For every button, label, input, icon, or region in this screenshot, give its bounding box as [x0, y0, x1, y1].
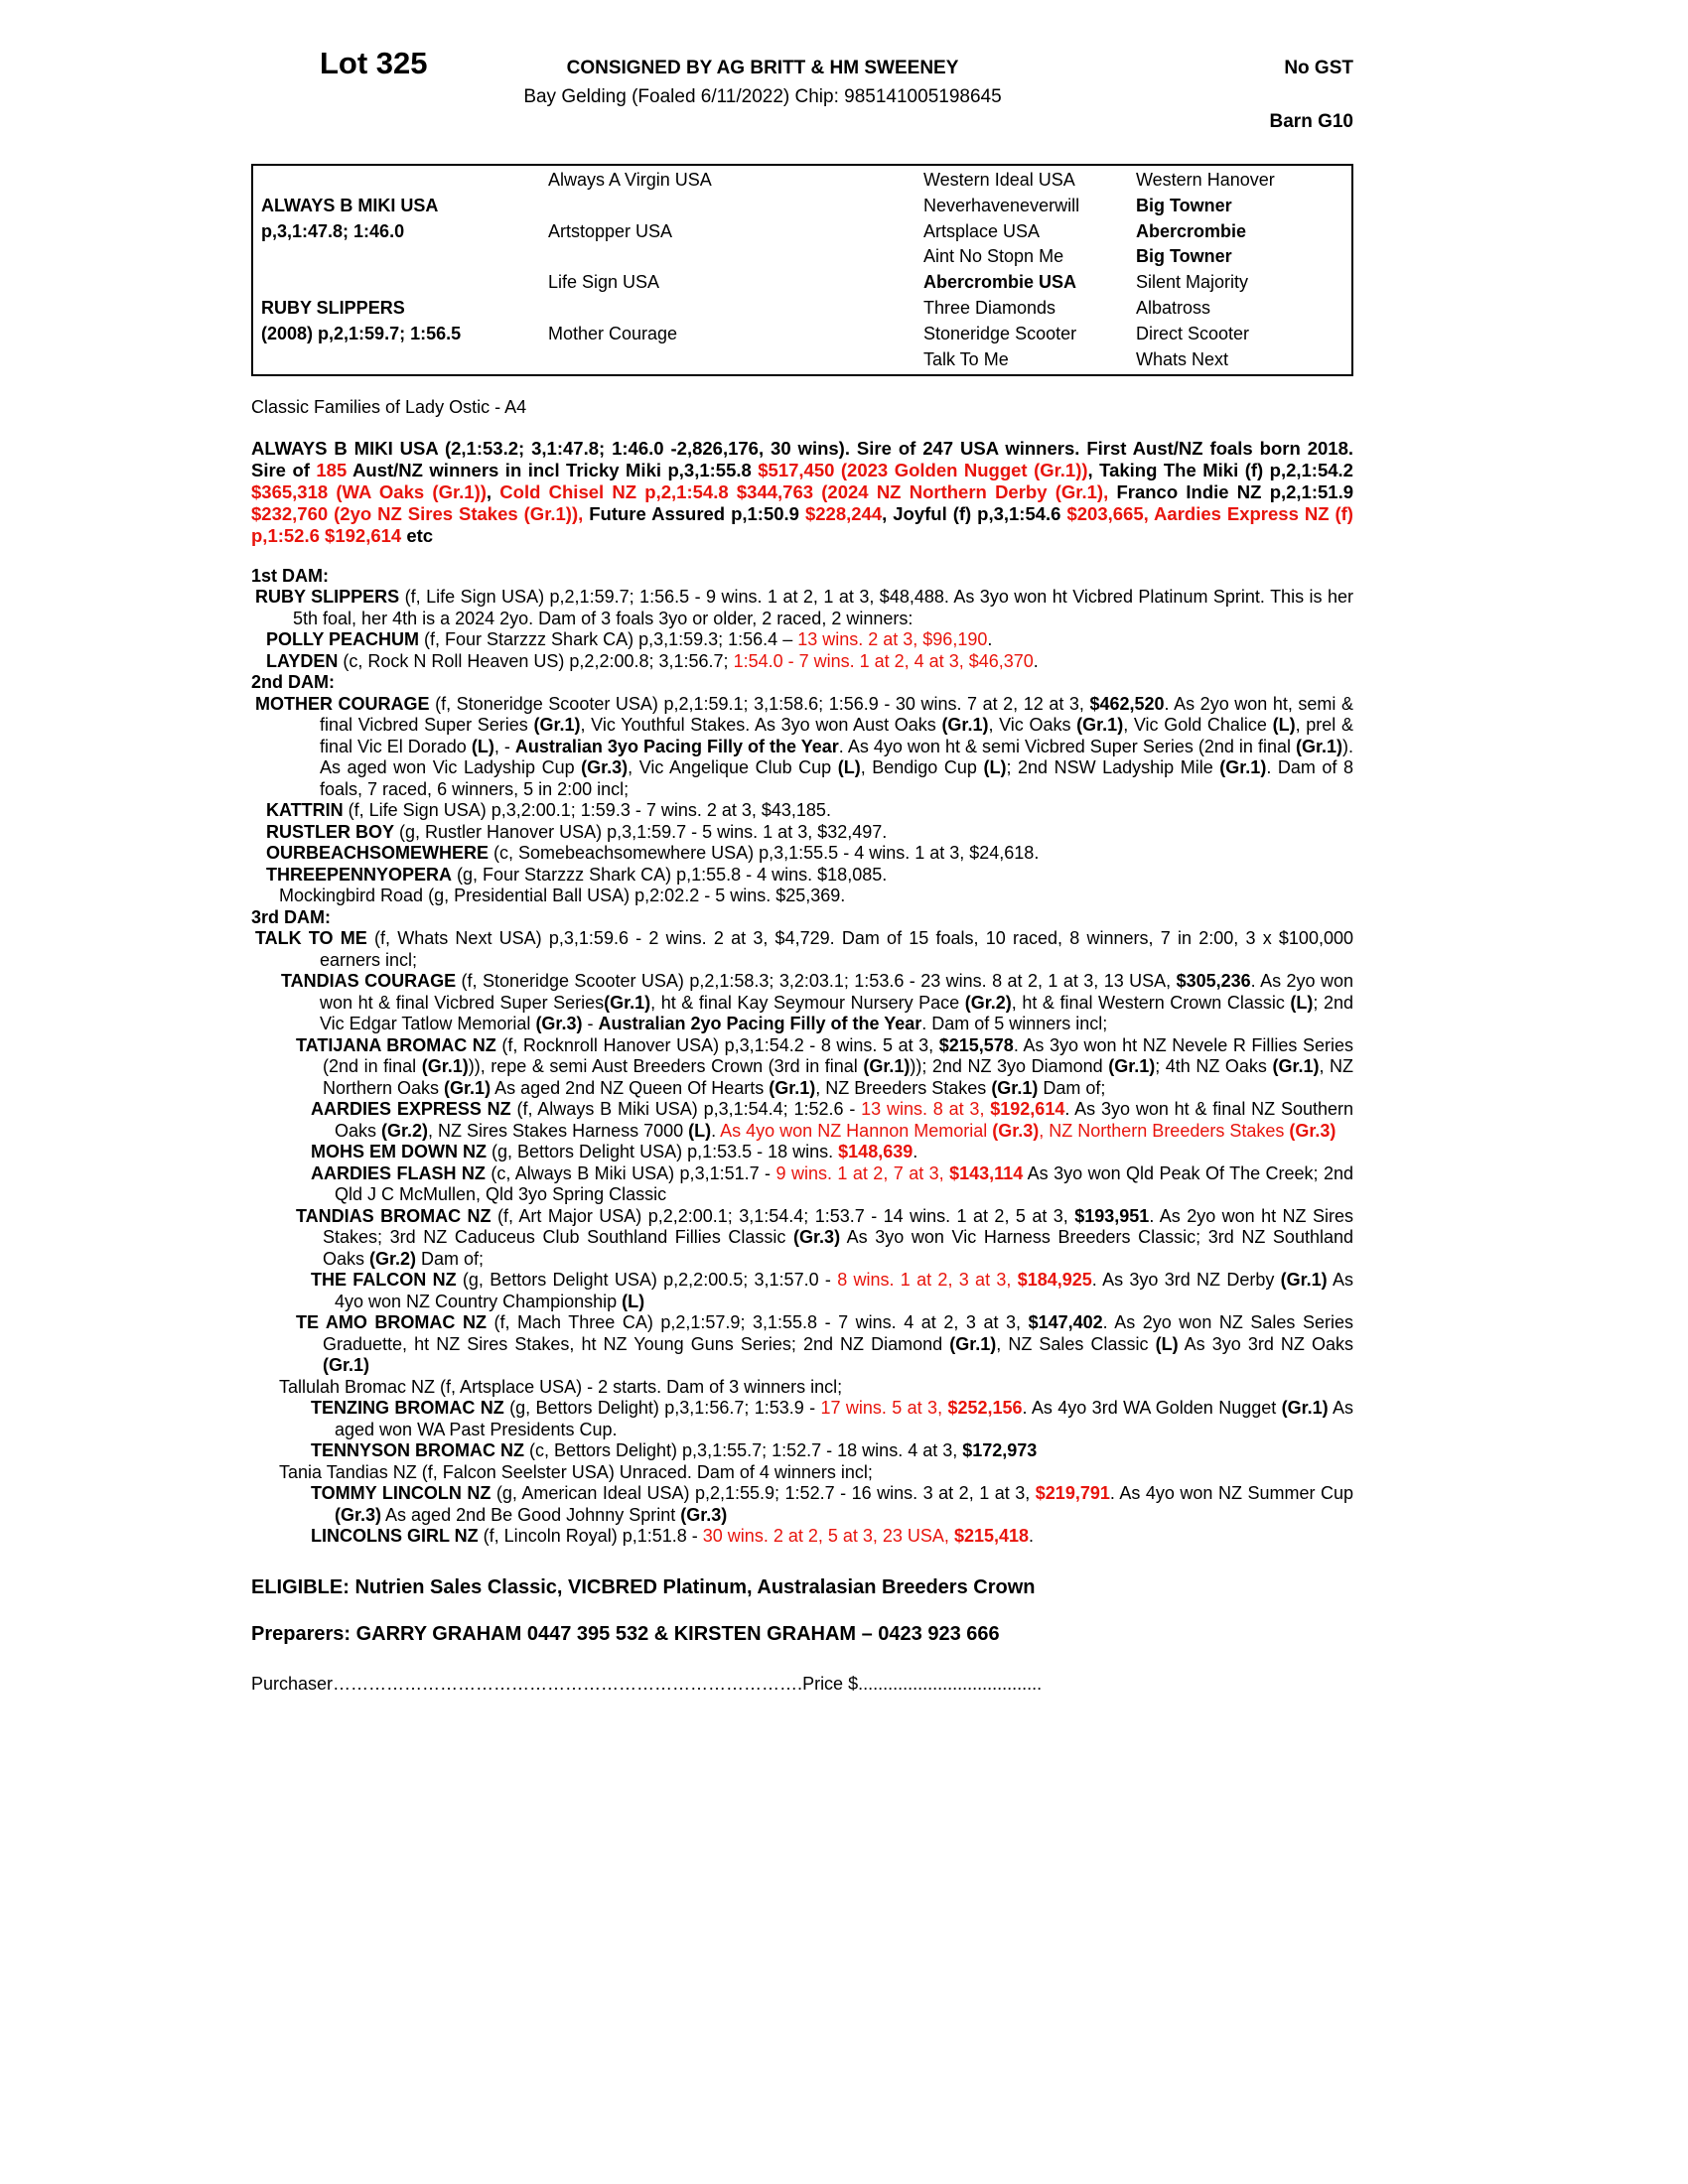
text-segment: (c, Somebeachsomewhere USA) p,3,1:55.5 - 4 wins. 1 at 3, $24,618.: [489, 843, 1040, 863]
pedigree-cell: (2008) p,2,1:59.7; 1:56.5: [261, 323, 462, 343]
pedigree-cell: ALWAYS B MIKI USA: [261, 195, 439, 215]
text-segment: (Gr.1): [769, 1077, 816, 1098]
text-segment: (Gr.1): [1076, 715, 1124, 735]
pedigree-cell: Abercrombie: [1136, 220, 1247, 241]
text-segment: . As 4yo 3rd WA Golden Nugget: [1022, 1398, 1282, 1418]
text-segment: (Gr.2): [369, 1248, 417, 1269]
text-segment: ; 2nd Vic Edgar Tatlow Memorial: [320, 992, 1353, 1033]
text-segment: POLLY PEACHUM: [266, 629, 420, 649]
text-segment: TOMMY LINCOLN NZ: [311, 1483, 492, 1503]
text-segment: (Gr.2): [964, 992, 1012, 1013]
pedigree-paragraph: [251, 971, 1353, 1035]
text-segment: (f, Art Major USA) p,2,2:00.1; 3,1:54.4; 1:53.7 - 14 wins. 1 at 2, 5 at 3,: [491, 1205, 1075, 1226]
pedigree-paragraph: [251, 1142, 1353, 1163]
pedigree-paragraph: [251, 694, 1353, 801]
text-segment: LAYDEN: [266, 650, 339, 671]
text-segment: ALWAYS B MIKI USA (2,1:53.2; 3,1:47.8; 1:46.0 -2,826,176, 30 wins). Sire of 247 USA winners. First Aust/NZ foals born 2018. Sire of: [251, 437, 1353, 480]
pedigree-cell: Mother Courage: [548, 323, 678, 343]
text-segment: $203,665, Aardies Express NZ (f) p,1:52.6 $192,614: [251, 502, 1353, 546]
text-segment: RUBY SLIPPERS: [255, 587, 400, 607]
text-segment: (Gr.1): [1219, 757, 1267, 777]
text-segment: , NZ Northern Breeders Stakes: [1039, 1120, 1290, 1141]
text-segment: $172,973: [962, 1440, 1038, 1460]
pedigree-cell: Always A Virgin USA: [548, 170, 712, 190]
text-segment: THREEPENNYOPERA: [266, 864, 453, 885]
text-segment: $215,578: [938, 1034, 1014, 1055]
barn-number: Barn G10: [1269, 111, 1353, 132]
text-segment: . Dam of 5 winners incl;: [921, 1014, 1108, 1033]
purchaser-blank: …………………………………………………………………….: [333, 1673, 803, 1694]
pedigree-cell: [261, 347, 461, 373]
horse-description: Bay Gelding (Foaled 6/11/2022) Chip: 985141005198645: [523, 86, 1002, 107]
purchaser-label: Purchaser: [251, 1673, 334, 1694]
text-segment: Tania Tandias NZ (f, Falcon Seelster USA) Unraced. Dam of 4 winners incl;: [279, 1461, 873, 1482]
page-content: [251, 164, 1353, 1695]
pedigree-cell: [261, 244, 461, 270]
pedigree-table-col-greatgreatgrandparents: [1136, 168, 1275, 372]
text-segment: , Vic Youthful Stakes. As 3yo won Aust Oaks: [580, 715, 942, 735]
text-segment: TANDIAS BROMAC NZ: [296, 1205, 492, 1226]
text-segment: , ht & final Kay Seymour Nursery Pace: [650, 992, 965, 1013]
text-segment: , NZ Breeders Stakes: [815, 1077, 992, 1098]
text-segment: , NZ Northern Oaks: [323, 1056, 1354, 1098]
text-segment: (g, American Ideal USA) p,2,1:55.9; 1:52.7 - 16 wins. 3 at 2, 1 at 3,: [491, 1483, 1036, 1503]
text-segment: Australian 3yo Pacing Filly of the Year: [514, 736, 839, 756]
text-segment: As aged won WA Past Presidents Cup.: [335, 1398, 1354, 1439]
text-segment: As 3yo won Vic Harness Breeders Classic; 3rd NZ Southland Oaks: [323, 1227, 1353, 1269]
text-segment: 13 wins. 2 at 3, $96,190: [797, 629, 988, 649]
pedigree-paragraph: [251, 629, 1353, 651]
text-segment: (Gr.3): [680, 1504, 728, 1525]
text-segment: (c, Bettors Delight) p,3,1:55.7; 1:52.7 - 18 wins. 4 at 3,: [524, 1440, 963, 1460]
text-segment: )); 2nd NZ 3yo Diamond: [910, 1056, 1109, 1076]
text-segment: (Gr.1): [444, 1077, 492, 1098]
text-segment: (g, Rustler Hanover USA) p,3,1:59.7 - 5 wins. 1 at 3, $32,497.: [394, 821, 888, 842]
text-segment: $193,951: [1074, 1205, 1150, 1226]
text-segment: , -: [493, 736, 515, 756]
pedigree-paragraph: [251, 566, 1353, 588]
pedigree-paragraph: [251, 907, 1353, 929]
pedigree-cell: Neverhaveneverwill: [923, 195, 1080, 215]
text-segment: (Gr.1): [941, 715, 989, 735]
text-segment: , Joyful (f) p,3,1:54.6: [882, 502, 1067, 524]
text-segment: 3rd DAM:: [251, 906, 331, 927]
text-segment: (Gr.1): [1296, 736, 1343, 756]
text-segment: (f, Life Sign USA) p,2,1:59.7; 1:56.5 - 9 wins. 1 at 2, 1 at 3, $48,488. As 3yo won ht Vicbred Platinum Sprint. This is her 5th foal, her 4th is a 2024 2yo. Dam of 3 foals 3yo or older, 2 raced, 2 winners:: [293, 587, 1354, 628]
pedigree-cell: Aint No Stopn Me: [923, 246, 1064, 267]
text-segment: (Gr.2): [381, 1120, 429, 1141]
pedigree-cell: Direct Scooter: [1136, 323, 1250, 343]
pedigree-cell: Big Towner: [1136, 195, 1232, 215]
text-segment: RUSTLER BOY: [266, 821, 395, 842]
pedigree-cell: RUBY SLIPPERS: [261, 297, 405, 318]
text-segment: Tallulah Bromac NZ (f, Artsplace USA) - 2 starts. Dam of 3 winners incl;: [279, 1376, 843, 1397]
pedigree-paragraph: [251, 843, 1353, 865]
pedigree-cell: [548, 296, 712, 322]
text-segment: (c, Always B Miki USA) p,3,1:51.7 -: [485, 1162, 776, 1183]
text-segment: , Taking The Miki (f) p,2,1:54.2: [1087, 459, 1353, 480]
text-segment: (f, Lincoln Royal) p,1:51.8 -: [478, 1526, 703, 1546]
text-segment: . As 2yo won won ht & final Vicbred Super Series: [320, 971, 1353, 1013]
pedigree-paragraph: [251, 1206, 1353, 1271]
text-segment: (Gr.1): [323, 1355, 370, 1375]
text-segment: 17 wins. 5 at 3,: [820, 1398, 948, 1418]
text-segment: LINCOLNS GIRL NZ: [311, 1526, 479, 1546]
pedigree-table-col-grandparents: [548, 168, 712, 372]
text-segment: $215,418: [953, 1526, 1030, 1546]
text-segment: $232,760 (2yo NZ Sires Stakes (Gr.1)),: [251, 502, 584, 524]
text-segment: (Gr.3): [793, 1227, 841, 1247]
eligibility-line: ELIGIBLE: Nutrien Sales Classic, VICBRED Platinum, Australasian Breeders Crown: [251, 1575, 1036, 1598]
family-note: Classic Families of Lady Ostic - A4: [251, 397, 527, 417]
text-segment: .: [711, 1120, 721, 1141]
pedigree-paragraph: [251, 1526, 1353, 1548]
text-segment: AARDIES EXPRESS NZ: [311, 1099, 511, 1119]
pedigree-cell: [548, 194, 712, 219]
text-segment: As aged 2nd NZ Queen Of Hearts: [491, 1077, 770, 1098]
pedigree-cell: Stoneridge Scooter: [923, 323, 1077, 343]
text-segment: 13 wins. 8 at 3,: [861, 1099, 991, 1119]
price-blank: .....................................: [858, 1673, 1043, 1694]
pedigree-paragraph: [251, 651, 1353, 673]
pedigree-paragraph: [251, 1270, 1353, 1312]
pedigree-cell: [261, 168, 461, 194]
text-segment: (L): [471, 736, 494, 756]
text-segment: . As 2yo won NZ Sales Series Graduette, ht NZ Sires Stakes, ht NZ Young Guns Series; 2nd NZ Diamond: [323, 1312, 1353, 1354]
text-segment: AARDIES FLASH NZ: [311, 1162, 486, 1183]
text-segment: (Gr.1): [949, 1333, 997, 1354]
text-segment: . As 4yo won NZ Summer Cup: [1109, 1483, 1353, 1503]
text-segment: , ht & final Western Crown Classic: [1011, 992, 1291, 1013]
text-segment: . As 4yo won ht & semi Vicbred Super Series (2nd in final: [838, 736, 1296, 756]
pedigree-paragraph: [251, 886, 1353, 907]
pedigree-cell: Abercrombie USA: [923, 272, 1077, 293]
text-segment: , Bendigo Cup: [860, 757, 984, 777]
text-segment: . Dam of 8 foals, 7 raced, 6 winners, 5 in 2:00 incl;: [320, 757, 1353, 799]
text-segment: , Vic Angelique Club Cup: [628, 757, 838, 777]
text-segment: TATIJANA BROMAC NZ: [296, 1034, 496, 1055]
pedigree-body: [251, 566, 1353, 1548]
text-segment: MOHS EM DOWN NZ: [311, 1142, 487, 1161]
text-segment: $517,450 (2023 Golden Nugget (Gr.1)): [758, 459, 1088, 480]
pedigree-cell: [261, 270, 461, 296]
text-segment: (Gr.3): [535, 1014, 583, 1033]
text-segment: TENZING BROMAC NZ: [311, 1398, 504, 1418]
text-segment: (f, Always B Miki USA) p,3,1:54.4; 1:52.6 -: [510, 1099, 862, 1119]
text-segment: Aust/NZ winners in incl Tricky Miki p,3,1:55.8: [347, 459, 759, 480]
pedigree-paragraph: [251, 928, 1353, 971]
text-segment: ; 4th NZ Oaks: [1155, 1056, 1273, 1076]
pedigree-cell: [548, 347, 712, 373]
text-segment: THE FALCON NZ: [311, 1270, 457, 1290]
preparers-line: Preparers: GARRY GRAHAM 0447 395 532 & KIRSTEN GRAHAM – 0423 923 666: [251, 1622, 1000, 1645]
text-segment: , NZ Sales Classic: [996, 1333, 1156, 1354]
text-segment: (L): [1290, 992, 1314, 1013]
pedigree-paragraph: [251, 672, 1353, 694]
text-segment: (Gr.1): [533, 715, 581, 735]
text-segment: $184,925: [1017, 1270, 1092, 1290]
text-segment: (g, Bettors Delight) p,3,1:56.7; 1:53.9 -: [503, 1398, 821, 1418]
text-segment: ; 2nd NSW Ladyship Mile: [1006, 757, 1220, 777]
text-segment: , NZ Sires Stakes Harness 7000: [428, 1120, 689, 1141]
text-segment: 1:54.0 - 7 wins. 1 at 2, 4 at 3, $46,370: [733, 650, 1034, 671]
text-segment: (Gr.1): [421, 1056, 469, 1076]
gst-status: No GST: [1284, 58, 1353, 78]
sire-summary-paragraph: [251, 438, 1353, 547]
price-label: Price $: [802, 1673, 859, 1694]
text-segment: OURBEACHSOMEWHERE: [266, 843, 490, 863]
pedigree-paragraph: [251, 1440, 1353, 1462]
text-segment: )), repe & semi Aust Breeders Crown (3rd in final: [468, 1056, 864, 1076]
text-segment: (f, Stoneridge Scooter USA) p,2,1:59.1; 3,1:58.6; 1:56.9 - 30 wins. 7 at 2, 12 at 3,: [429, 693, 1090, 714]
text-segment: (c, Rock N Roll Heaven US) p,2,2:00.8; 3,1:56.7;: [338, 650, 734, 671]
pedigree-cell: Life Sign USA: [548, 272, 660, 293]
text-segment: $192,614: [990, 1099, 1065, 1119]
text-segment: 30 wins. 2 at 2, 5 at 3, 23 USA,: [702, 1526, 954, 1546]
text-segment: Franco Indie NZ p,2,1:51.9: [1108, 480, 1354, 502]
text-segment: (L): [837, 757, 861, 777]
pedigree-table-col-greatgrandparents: [923, 168, 1079, 372]
text-segment: Dam of;: [1038, 1077, 1106, 1098]
text-segment: (Gr.1): [863, 1056, 911, 1076]
text-segment: .: [1033, 650, 1039, 671]
pedigree-cell: Western Ideal USA: [923, 170, 1075, 190]
text-segment: (f, Stoneridge Scooter USA) p,2,1:58.3; 3,2:03.1; 1:53.6 - 23 wins. 8 at 2, 1 at 3, 13 USA,: [456, 971, 1177, 991]
text-segment: 185: [316, 459, 348, 480]
text-segment: TENNYSON BROMAC NZ: [311, 1440, 524, 1460]
pedigree-paragraph: [251, 587, 1353, 629]
lot-number: Lot 325: [320, 46, 428, 80]
pedigree-paragraph: [251, 1483, 1353, 1526]
pedigree-cell: p,3,1:47.8; 1:46.0: [261, 220, 405, 241]
pedigree-table-col-parents: [261, 168, 461, 372]
text-segment: (L): [983, 757, 1007, 777]
text-segment: As 3yo won Qld Peak Of The Creek; 2nd Qld J C McMullen, Qld 3yo Spring Classic: [335, 1162, 1354, 1204]
text-segment: (L): [622, 1291, 645, 1311]
text-segment: -: [582, 1014, 599, 1033]
text-segment: As 3yo 3rd NZ Oaks: [1178, 1333, 1353, 1354]
pedigree-cell: Big Towner: [1136, 246, 1232, 267]
text-segment: MOTHER COURAGE: [255, 693, 430, 714]
text-segment: , Vic Gold Chalice: [1123, 715, 1273, 735]
text-segment: $365,318 (WA Oaks (Gr.1)): [251, 480, 487, 502]
text-segment: Dam of;: [416, 1248, 485, 1269]
pedigree-cell: Albatross: [1136, 297, 1211, 318]
text-segment: (Gr.1): [991, 1077, 1039, 1098]
pedigree-cell: Silent Majority: [1136, 272, 1249, 293]
text-segment: As 4yo won NZ Hannon Memorial: [720, 1120, 993, 1141]
pedigree-paragraph: [251, 1377, 1353, 1399]
text-segment: (f, Rocknroll Hanover USA) p,3,1:54.2 - 8 wins. 5 at 3,: [495, 1034, 939, 1055]
pedigree-cell: Whats Next: [1136, 348, 1229, 369]
text-segment: (Gr.1): [1108, 1056, 1156, 1076]
text-segment: . As 2yo won ht, semi & final Vicbred Super Series: [320, 693, 1353, 735]
text-segment: 1st DAM:: [251, 565, 330, 586]
text-segment: (g, Bettors Delight USA) p,2,2:00.5; 3,1:57.0 -: [456, 1270, 838, 1290]
text-segment: (g, Bettors Delight USA) p,1:53.5 - 18 wins.: [487, 1142, 839, 1161]
text-segment: . As 2yo won ht NZ Sires Stakes; 3rd NZ Caduceus Club Southland Fillies Classic: [323, 1205, 1353, 1247]
text-segment: (f, Mach Three CA) p,2,1:57.9; 3,1:55.8 - 7 wins. 4 at 2, 3 at 3,: [486, 1312, 1029, 1332]
pedigree-cell: Western Hanover: [1136, 170, 1275, 190]
text-segment: ,: [486, 480, 500, 502]
text-segment: (Gr.3): [335, 1504, 382, 1525]
pedigree-cell: [548, 244, 712, 270]
text-segment: Cold Chisel NZ p,2,1:54.8 $344,763 (2024 NZ Northern Derby (Gr.1),: [499, 480, 1109, 502]
text-segment: $228,244: [804, 502, 883, 524]
text-segment: (Gr.3): [581, 757, 629, 777]
pedigree-paragraph: [251, 1312, 1353, 1377]
text-segment: . As 3yo won ht & final NZ Southern Oaks: [335, 1099, 1353, 1141]
text-segment: 8 wins. 1 at 2, 3 at 3,: [837, 1270, 1018, 1290]
text-segment: TALK TO ME: [255, 928, 367, 948]
text-segment: $147,402: [1028, 1312, 1103, 1332]
pedigree-paragraph: [251, 1462, 1353, 1484]
text-segment: (Gr.3): [1289, 1120, 1336, 1141]
text-segment: $148,639: [838, 1142, 914, 1161]
text-segment: $462,520: [1089, 693, 1165, 714]
text-segment: $252,156: [947, 1398, 1023, 1418]
text-segment: $143,114: [949, 1162, 1024, 1183]
text-segment: , prel & final Vic El Dorado: [320, 715, 1353, 756]
text-segment: (Gr.1): [604, 992, 651, 1013]
text-segment: (Gr.1): [1281, 1398, 1329, 1418]
text-segment: (f, Life Sign USA) p,3,2:00.1; 1:59.3 - 7 wins. 2 at 3, $43,185.: [343, 800, 831, 820]
consignor-line: CONSIGNED BY AG BRITT & HM SWEENEY: [566, 58, 959, 78]
text-segment: . As 3yo won ht NZ Nevele R Fillies Series (2nd in final: [323, 1034, 1353, 1076]
text-segment: As aged 2nd Be Good Johnny Sprint: [381, 1504, 681, 1525]
text-segment: etc: [401, 524, 434, 546]
text-segment: As 4yo won NZ Country Championship: [335, 1270, 1353, 1311]
pedigree-paragraph: [251, 1163, 1353, 1206]
text-segment: TANDIAS COURAGE: [281, 971, 457, 991]
text-segment: Future Assured p,1:50.9: [583, 502, 805, 524]
text-segment: TE AMO BROMAC NZ: [296, 1312, 487, 1332]
pedigree-cell: Artsplace USA: [923, 220, 1041, 241]
text-segment: , Vic Oaks: [988, 715, 1077, 735]
pedigree-paragraph: [251, 1099, 1353, 1142]
text-segment: (Gr.1): [1280, 1270, 1328, 1290]
text-segment: ). As aged won Vic Ladyship Cup: [320, 736, 1354, 777]
pedigree-paragraph: [251, 800, 1353, 822]
text-segment: Mockingbird Road (g, Presidential Ball USA) p,2:02.2 - 5 wins. $25,369.: [279, 886, 846, 905]
pedigree-paragraph: [251, 822, 1353, 844]
text-segment: (L): [688, 1120, 712, 1141]
text-segment: Australian 2yo Pacing Filly of the Year: [598, 1014, 922, 1033]
pedigree-table: [251, 164, 1353, 376]
text-segment: (f, Whats Next USA) p,3,1:59.6 - 2 wins. 2 at 3, $4,729. Dam of 15 foals, 10 raced, 8 winners, 7 in 2:00, 3 x $100,000 earners incl;: [320, 928, 1353, 970]
text-segment: (f, Four Starzzz Shark CA) p,3,1:59.3; 1:56.4 –: [419, 629, 798, 649]
text-segment: (Gr.3): [992, 1120, 1040, 1141]
pedigree-cell: Artstopper USA: [548, 220, 673, 241]
pedigree-paragraph: [251, 865, 1353, 887]
pedigree-cell: Talk To Me: [923, 348, 1009, 369]
text-segment: 9 wins. 1 at 2, 7 at 3,: [775, 1162, 950, 1183]
text-segment: .: [913, 1142, 918, 1161]
text-segment: (L): [1272, 715, 1296, 735]
text-segment: . As 3yo 3rd NZ Derby: [1091, 1270, 1281, 1290]
pedigree-paragraph: [251, 1035, 1353, 1100]
text-segment: .: [1029, 1526, 1035, 1546]
text-segment: 2nd DAM:: [251, 672, 335, 692]
text-segment: (L): [1155, 1333, 1179, 1354]
text-segment: (g, Four Starzzz Shark CA) p,1:55.8 - 4 wins. $18,085.: [452, 864, 888, 885]
text-segment: (Gr.1): [1272, 1056, 1320, 1076]
pedigree-cell: Three Diamonds: [923, 297, 1056, 318]
pedigree-paragraph: [251, 1398, 1353, 1440]
text-segment: .: [987, 629, 993, 649]
text-segment: $219,791: [1035, 1483, 1110, 1503]
purchaser-line: [251, 1674, 1353, 1696]
text-segment: $305,236: [1176, 971, 1251, 991]
text-segment: KATTRIN: [266, 800, 344, 820]
